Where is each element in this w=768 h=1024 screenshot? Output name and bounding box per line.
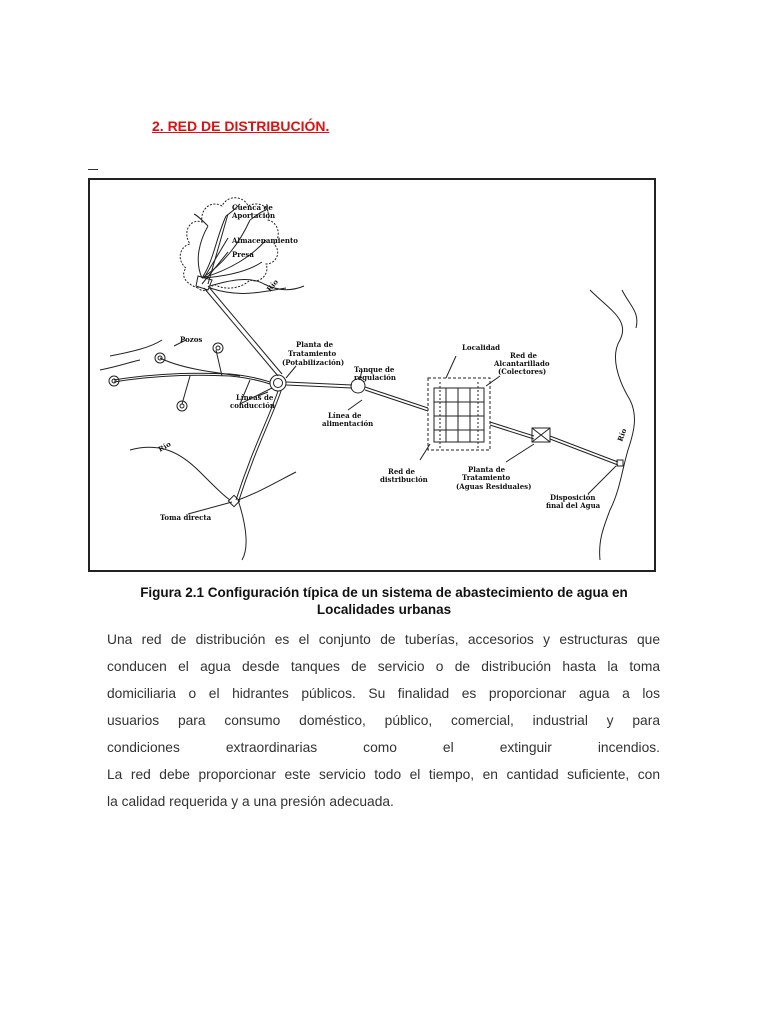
section-heading: 2. RED DE DISTRIBUCIÓN.: [152, 118, 330, 134]
label-alimentacion-2: alimentación: [322, 419, 374, 428]
label-toma-directa: Toma directa: [160, 513, 212, 522]
body-line-3: domiciliaria o el hidrantes públicos. Su finalidad es proporcionar agua a los: [107, 686, 660, 701]
label-localidad: Localidad: [462, 343, 501, 352]
label-disposicion-2: final del Agua: [546, 501, 601, 510]
label-lineas-1: Líneas de: [236, 393, 274, 402]
label-alcantarillado-2: Alcantarillado: [494, 359, 550, 368]
label-tanque-1: Tanque de: [354, 365, 395, 374]
label-planta-3: (Potabilización): [282, 358, 345, 367]
label-rio-3: Río: [156, 439, 173, 454]
caption-line-1: Figura 2.1 Configuración típica de un sistema de abastecimiento de agua en: [140, 585, 628, 600]
body-line-4: usuarios para consumo doméstico, público, comercial, industrial y para: [107, 713, 660, 728]
body-line-7: la calidad requerida y a una presión adecuada.: [107, 794, 394, 809]
body-paragraph: [107, 626, 660, 815]
label-lineas-2: conducción: [230, 401, 275, 410]
label-planta-res-2: Tratamiento: [462, 473, 511, 482]
label-alcantarillado-3: (Colectores): [498, 367, 547, 376]
body-line-1: Una red de distribución es el conjunto de tuberías, accesorios y estructuras que: [107, 632, 660, 647]
label-alimentacion-1: Línea de: [328, 411, 362, 420]
figure-caption: [100, 584, 668, 618]
label-red-distribucion-2: distribución: [380, 475, 428, 484]
body-line-2: conducen el agua desde tanques de servicio o de distribución hasta la toma: [107, 659, 660, 674]
label-almacenamiento: Almacenamiento: [232, 236, 298, 245]
label-rio-1: Río: [264, 277, 280, 294]
label-cuenca-1: Cuenca de: [232, 203, 273, 212]
body-line-6: La red debe proporcionar este servicio todo el tiempo, en cantidad suficiente, con: [107, 767, 660, 782]
label-planta-res-3: (Aguas Residuales): [456, 482, 532, 491]
label-planta-2: Tratamiento: [288, 349, 337, 358]
label-disposicion-1: Disposición: [550, 493, 596, 502]
corner-mark: [88, 169, 98, 170]
water-system-diagram: [90, 180, 654, 570]
label-alcantarillado-1: Red de: [510, 351, 537, 360]
label-tanque-2: regulación: [354, 373, 396, 382]
label-pozos: Pozos: [180, 335, 203, 344]
body-line-5: condiciones extraordinarias como el extinguir incendios.: [107, 740, 660, 755]
label-planta-1: Planta de: [296, 340, 334, 349]
label-cuenca-2: Aportación: [232, 211, 276, 220]
label-red-distribucion-1: Red de: [388, 467, 415, 476]
label-presa: Presa: [232, 250, 254, 259]
caption-line-2: Localidades urbanas: [316, 602, 452, 617]
label-rio-2: Río: [615, 427, 629, 443]
label-planta-res-1: Planta de: [468, 465, 506, 474]
figure-diagram: [88, 178, 656, 572]
